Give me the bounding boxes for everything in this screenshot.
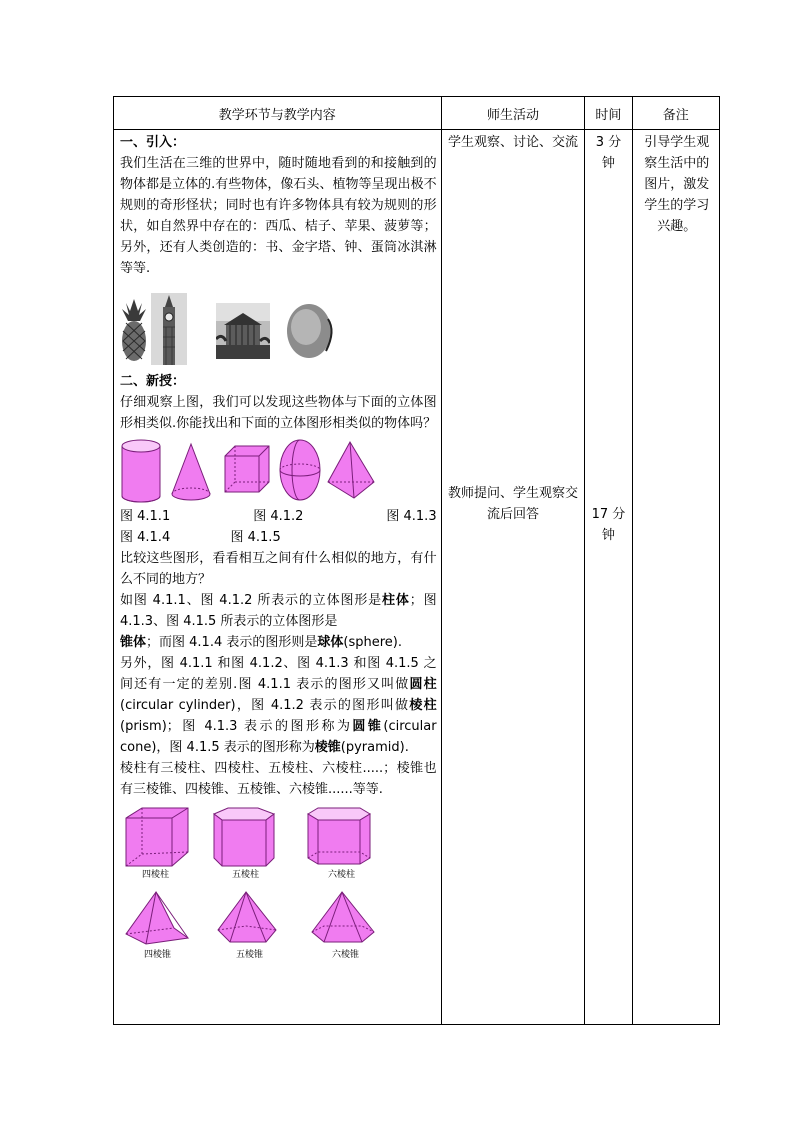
term-pyramid: 棱锥 [314, 740, 341, 755]
cube-figure [223, 444, 271, 496]
text-span: (circular cylinder)，图 4.1.2 表示的图形叫做 [120, 698, 410, 713]
sphere-figure [278, 438, 322, 502]
header-content: 教学环节与教学内容 [114, 97, 442, 130]
fruit-photo [284, 301, 338, 361]
prism-label-4: 四棱柱 [142, 870, 170, 880]
pineapple-photo [120, 297, 148, 363]
hexagonal-pyramid-figure [310, 890, 376, 948]
activity-cell [441, 130, 585, 1025]
intro-text: 我们生活在三维的世界中，随时随地看到的和接触到的物体都是立体的.有些物体，像石头、植物等呈现出极不规则的奇形怪状；同时也有许多物体具有较为规则的形状，如自然界中存在的：西瓜、桔子、苹果、菠萝等；另外，还有人类创造的：书、金字塔、钟、蛋筒冰淇淋等等. [120, 156, 437, 276]
body-row [114, 130, 720, 1025]
time-2: 17 分钟 [591, 507, 626, 543]
paragraph-solid-types [120, 590, 437, 653]
text-span: (pyramid). [340, 740, 409, 755]
quadrangular-prism-figure [124, 806, 190, 872]
figure-labels-row1 [120, 506, 437, 527]
text-span: 如图 4.1.1、图 4.1.2 所表示的立体图形是 [120, 593, 383, 608]
header-row [114, 97, 720, 130]
time-cell [585, 130, 632, 1025]
intro-heading: 一、引入： [120, 135, 186, 150]
fig-label-4-1-2: 图 4.1.2 [253, 509, 304, 524]
pentagonal-pyramid-figure [216, 890, 278, 948]
pyramid-label-5: 五棱锥 [236, 950, 264, 960]
term-cylinder: 圆柱 [409, 677, 437, 692]
text-span: (prism)；图 4.1.3 表示的图形称为 [120, 719, 353, 734]
text-span: 另外，图 4.1.1 和图 4.1.2、图 4.1.3 和图 4.1.5 之间还有一定的差别.图 4.1.1 表示的图形又叫做 [120, 656, 437, 692]
figure-labels-row2 [120, 527, 437, 548]
note-1: 引导学生观察生活中的图片，激发学生的学习兴趣。 [644, 135, 710, 234]
text-span: ；图 4.1.3、图 4.1.5 所表示的立体图形是 [120, 593, 437, 629]
clock-tower-photo [151, 293, 187, 365]
paragraph-differences [120, 653, 437, 758]
term-prism: 棱柱 [409, 698, 437, 713]
term-sphere: 球体 [317, 635, 344, 650]
header-activity: 师生活动 [441, 97, 585, 130]
content-cell [114, 130, 442, 1025]
newlesson-question: 仔细观察上图，我们可以发现这些物体与下面的立体图形相类似.你能找出和下面的立体图形相类似的物体吗？ [120, 395, 437, 431]
hexagonal-prism-figure [306, 806, 372, 872]
newlesson-heading: 二、新授： [120, 374, 186, 389]
prism-label-5: 五棱柱 [232, 870, 260, 880]
term-circular-cone: 圆锥 [352, 719, 384, 734]
term-cone-solid: 锥体 [120, 635, 147, 650]
text-span: ；而图 4.1.4 表示的图形则是 [146, 635, 318, 650]
header-time: 时间 [585, 97, 632, 130]
pentagonal-prism-figure [212, 806, 276, 872]
term-prismatoid: 柱体 [382, 593, 410, 608]
activity-2: 教师提问、学生观察交流后回答 [447, 486, 578, 522]
quadrangular-pyramid-figure [124, 890, 190, 948]
pyramid-figures [120, 890, 437, 964]
pyramid-label-6: 六棱锥 [332, 950, 360, 960]
fig-label-4-1-4: 图 4.1.4 [120, 530, 171, 545]
text-span: (circular cone)，图 4.1.5 表示的图形称为 [120, 719, 437, 755]
fig-label-4-1-1: 图 4.1.1 [120, 509, 171, 524]
time-1: 3 分钟 [595, 135, 622, 171]
activity-1: 学生观察、讨论、交流 [447, 135, 578, 150]
triangular-pyramid-figure [326, 440, 376, 502]
lesson-table [113, 96, 720, 1025]
paragraph-kinds: 棱柱有三棱柱、四棱柱、五棱柱、六棱柱.....；棱锥也有三棱锥、四棱锥、五棱锥、六棱锥......等等. [120, 761, 437, 797]
note-cell [632, 130, 719, 1025]
compare-text: 比较这些图形，看看相互之间有什么相似的地方，有什么不同的地方？ [120, 551, 437, 587]
solid-shapes-row [120, 438, 437, 506]
text-span: (sphere). [343, 635, 402, 650]
cone-figure [170, 442, 212, 502]
prism-label-6: 六棱柱 [328, 870, 356, 880]
pyramid-label-4: 四棱锥 [144, 950, 172, 960]
building-photo [216, 303, 270, 359]
photo-row [120, 297, 437, 371]
fig-label-4-1-3: 图 4.1.3 [386, 509, 437, 524]
header-note: 备注 [632, 97, 719, 130]
prism-figures [120, 806, 437, 886]
fig-label-4-1-5: 图 4.1.5 [230, 530, 281, 545]
cylinder-figure [120, 438, 162, 504]
